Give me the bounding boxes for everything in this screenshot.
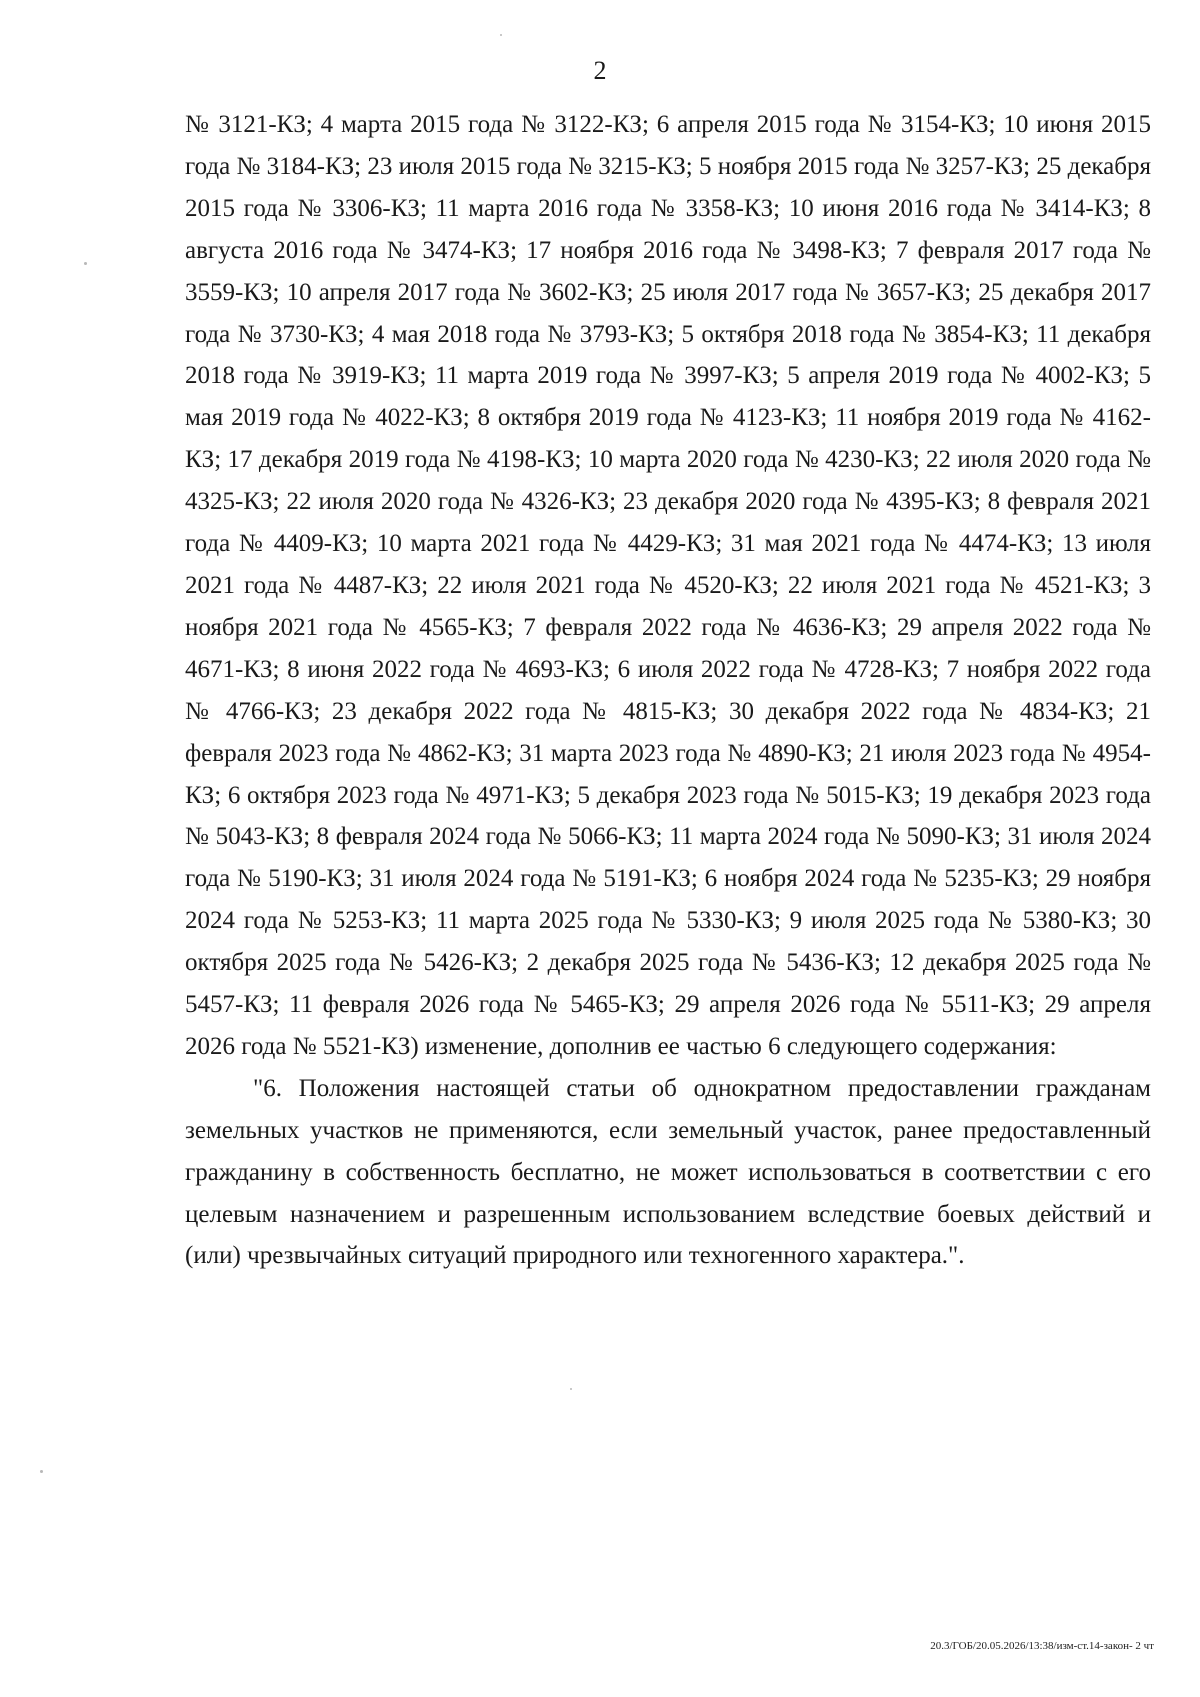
new-part-6-paragraph: "6. Положения настоящей статьи об однократном предоставлении гражданам земельных участков не применяются, если земельный участок, ранее предоставленный гражданину в собственность бесплатно, не может использоваться в соответствии с его целевым назначением и разрешенным использованием вследствие боевых действий и (или) чрезвычайных ситуаций природного или техногенного характера.". [185,1074,1151,1270]
scan-speck [84,262,87,265]
amendment-list-paragraph: № 3121-КЗ; 4 марта 2015 года № 3122-КЗ; 6 апреля 2015 года № 3154-КЗ; 10 июня 2015 года № 3184-КЗ; 23 июля 2015 года № 3215-КЗ; 5 ноября 2015 года № 3257-КЗ; 25 декабря 2015 года № 3306-КЗ; 11 марта 2016 года № 3358-КЗ; 10 июня 2016 года № 3414-КЗ; 8 августа 2016 года № 3474-КЗ; 17 ноября 2016 года № 3498-КЗ; 7 февраля 2017 года № 3559-КЗ; 10 апреля 2017 года № 3602-КЗ; 25 июля 2017 года № 3657-КЗ; 25 декабря 2017 года № 3730-КЗ; 4 мая 2018 года № 3793-КЗ; 5 октября 2018 года № 3854-КЗ; 11 декабря 2018 года № 3919-КЗ; 11 марта 2019 года № 3997-КЗ; 5 апреля 2019 года № 4002-КЗ; 5 мая 2019 года № 4022-КЗ; 8 октября 2019 года № 4123-КЗ; 11 ноября 2019 года № 4162-КЗ; 17 декабря 2019 года № 4198-КЗ; 10 марта 2020 года № 4230-КЗ; 22 июля 2020 года № 4325-КЗ; 22 июля 2020 года № 4326-КЗ; 23 декабря 2020 года № 4395-КЗ; 8 февраля 2021 года № 4409-КЗ; 10 марта 2021 года № 4429-КЗ; 31 мая 2021 года № 4474-КЗ; 13 июля 2021 года № 4487-КЗ; 22 июля 2021 года № 4520-КЗ; 22 июля 2021 года № 4521-КЗ; 3 ноября 2021 года № 4565-КЗ; 7 февраля 2022 года № 4636-КЗ; 29 апреля 2022 года № 4671-КЗ; 8 июня 2022 года № 4693-КЗ; 6 июля 2022 года № 4728-КЗ; 7 ноября 2022 года № 4766-КЗ; 23 декабря 2022 года № 4815-КЗ; 30 декабря 2022 года № 4834-КЗ; 21 февраля 2023 года № 4862-КЗ; 31 марта 2023 года № 4890-КЗ; 21 июля 2023 года № 4954-КЗ; 6 октября 2023 года № 4971-КЗ; 5 декабря 2023 года № 5015-КЗ; 19 декабря 2023 года № 5043-КЗ; 8 февраля 2024 года № 5066-КЗ; 11 марта 2024 года № 5090-КЗ; 31 июля 2024 года № 5190-КЗ; 31 июля 2024 года № 5191-КЗ; 6 ноября 2024 года № 5235-КЗ; 29 ноября 2024 года № 5253-КЗ; 11 марта 2025 года № 5330-КЗ; 9 июля 2025 года № 5380-КЗ; 30 октября 2025 года № 5426-КЗ; 2 декабря 2025 года № 5436-КЗ; 12 декабря 2025 года № 5457-КЗ; 11 февраля 2026 года № 5465-КЗ; 29 апреля 2026 года № 5511-КЗ; 29 апреля 2026 года № 5521-КЗ) изменение, дополнив ее частью 6 следующего содержания: [185,111,1151,1060]
document-body [185,104,1151,1277]
page-number: 2 [593,56,607,85]
scan-speck [570,1388,572,1390]
scan-speck [40,1470,43,1473]
document-footer-code: 20.3/ГОБ/20.05.2026/13:38/изм-ст.14-закон- 2 чт [930,1640,1154,1652]
scan-speck [500,34,502,36]
